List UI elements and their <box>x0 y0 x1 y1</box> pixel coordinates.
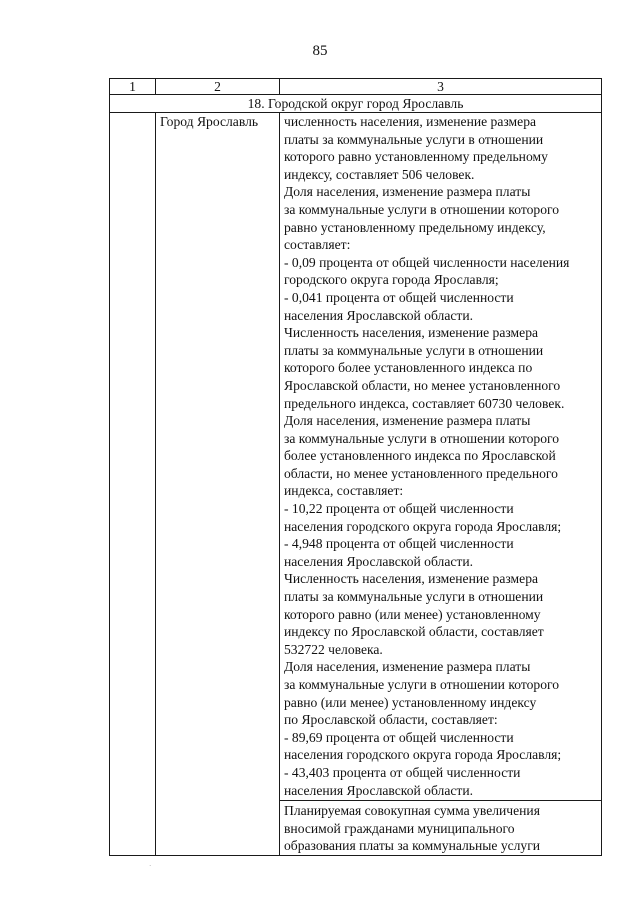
text-line: равно (или менее) установленному индексу <box>284 694 537 710</box>
city-name: Город Ярославль <box>156 113 280 856</box>
text-line: населения Ярославской области. <box>284 307 474 323</box>
section-title: 18. Городской округ город Ярославль <box>110 95 602 113</box>
text-line: по Ярославской области, составляет: <box>284 712 498 728</box>
data-table <box>109 78 602 856</box>
text-line: за коммунальные услуги в отношении которого <box>284 430 560 446</box>
text-line: платы за коммунальные услуги в отношении <box>284 342 544 358</box>
page-number: 85 <box>312 43 328 59</box>
text-line: предельного индекса, составляет 60730 человек. <box>284 395 565 411</box>
text-line: которого более установленного индекса по <box>284 360 533 376</box>
text-line: Ярославской области, но менее установленного <box>284 377 561 393</box>
text-line: населения городского округа города Ярославля; <box>284 518 562 534</box>
scan-speck: · <box>149 862 152 870</box>
text-line: более установленного индекса по Ярославской <box>284 448 556 464</box>
text-line: индексу по Ярославской области, составляет <box>284 624 544 640</box>
text-line: городского округа города Ярославля; <box>284 272 499 288</box>
text-line: вносимой гражданами муниципального <box>284 820 515 836</box>
text-line: - 4,948 процента от общей численности <box>284 536 514 552</box>
text-line: области, но менее установленного предельного <box>284 465 558 481</box>
text-line: платы за коммунальные услуги в отношении <box>284 589 544 605</box>
text-line: за коммунальные услуги в отношении которого <box>284 201 560 217</box>
text-line: которого равно установленному предельному <box>284 149 548 165</box>
text-line: Доля населения, изменение размера платы <box>284 413 531 429</box>
text-line: которого равно (или менее) установленному <box>284 606 541 622</box>
table-row <box>110 113 602 856</box>
text-line: - 10,22 процента от общей численности <box>284 501 514 517</box>
text-line: численность населения, изменение размера <box>284 114 537 129</box>
indicator-text <box>280 113 602 856</box>
text-line: равно установленному предельному индексу, <box>284 219 546 235</box>
text-line: - 0,09 процента от общей численности населения <box>284 254 570 270</box>
text-line: Численность населения, изменение размера <box>284 325 539 341</box>
text-line: Численность населения, изменение размера <box>284 571 539 587</box>
text-line: за коммунальные услуги в отношении которого <box>284 677 560 692</box>
header-cell-1: 1 <box>110 79 156 95</box>
text-line: - 89,69 процента от общей численности <box>284 729 514 745</box>
text-line: Доля населения, изменение размера платы <box>284 184 531 200</box>
text-line: населения Ярославской области. <box>284 553 474 569</box>
text-line: населения Ярославской области. <box>284 782 474 798</box>
header-row <box>110 79 602 95</box>
cell-divider <box>280 800 601 801</box>
text-line: Планируемая совокупная сумма увеличения <box>284 803 540 819</box>
section-row <box>110 95 602 113</box>
text-line: населения городского округа города Ярославля; <box>284 747 562 763</box>
text-line: 532722 человека. <box>284 641 383 657</box>
header-cell-2: 2 <box>156 79 280 95</box>
text-line: - 0,041 процента от общей численности <box>284 289 514 305</box>
row-number-cell <box>110 113 156 856</box>
text-line: индексу, составляет 506 человек. <box>284 166 475 182</box>
text-line: - 43,403 процента от общей численности <box>284 764 521 780</box>
text-line: Доля населения, изменение размера платы <box>284 659 531 675</box>
text-line: индекса, составляет: <box>284 483 404 499</box>
text-line: образования платы за коммунальные услуги <box>284 838 541 854</box>
header-cell-3: 3 <box>280 79 602 95</box>
text-line: платы за коммунальные услуги в отношении <box>284 131 544 147</box>
text-line: составляет: <box>284 237 351 253</box>
